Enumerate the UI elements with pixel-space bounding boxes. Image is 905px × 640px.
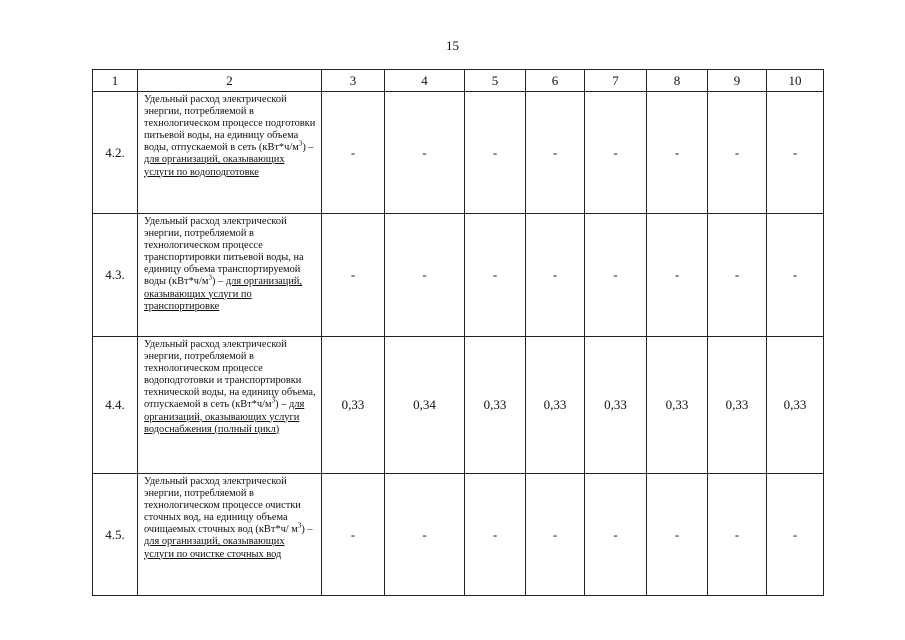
row-number: 4.4. <box>93 337 138 474</box>
table-header-row <box>93 70 824 92</box>
description-text-after: ) – <box>302 142 314 154</box>
superscript: 3 <box>297 521 302 530</box>
value-cell: - <box>708 214 767 337</box>
row-number: 4.5. <box>93 474 138 596</box>
value-cell: - <box>708 92 767 214</box>
value-cell: 0,33 <box>767 337 824 474</box>
value-cell: - <box>526 214 585 337</box>
value-cell: - <box>322 214 385 337</box>
value-cell: - <box>322 474 385 596</box>
row-number: 4.3. <box>93 214 138 337</box>
table-row <box>93 92 824 214</box>
column-header: 6 <box>526 70 585 92</box>
table-row <box>93 337 824 474</box>
value-cell: - <box>585 214 647 337</box>
column-header: 5 <box>465 70 526 92</box>
value-cell: - <box>465 92 526 214</box>
value-cell: - <box>526 92 585 214</box>
value-cell: - <box>647 474 708 596</box>
column-header: 3 <box>322 70 385 92</box>
value-cell: 0,33 <box>465 337 526 474</box>
row-description <box>138 337 322 474</box>
table-row <box>93 474 824 596</box>
description-text: Удельный расход электрической энергии, потребляемой в технологическом процессе подготовки питьевой воды, на единицу объема воды, отпускаемой в сеть (кВт*ч/м <box>144 94 316 154</box>
value-cell: - <box>767 214 824 337</box>
description-text: Удельный расход электрической энергии, потребляемой в технологическом процессе водоподготовки и транспортировки технической воды, на единицу объема, отпускаемой в сеть (кВт*ч/м <box>144 339 316 411</box>
description-underlined: для организаций, оказывающих услуги по транспортировке <box>144 276 303 312</box>
value-cell: - <box>385 474 465 596</box>
row-description <box>138 474 322 596</box>
column-header: 9 <box>708 70 767 92</box>
description-text: Удельный расход электрической энергии, потребляемой в технологическом процессе транспортировки питьевой воды, на единицу объема транспортируемой воды (кВт*ч/м <box>144 216 304 288</box>
column-header: 8 <box>647 70 708 92</box>
value-cell: 0,34 <box>385 337 465 474</box>
value-cell: - <box>708 474 767 596</box>
superscript: 3 <box>271 397 276 405</box>
indicators-table <box>92 69 824 596</box>
value-cell: - <box>385 92 465 214</box>
value-cell: - <box>585 92 647 214</box>
description-text: Удельный расход электрической энергии, потребляемой в технологическом процессе очистки сточных вод, на единицу объема очищаемых сточных вод (кВт*ч/ м <box>144 476 301 536</box>
value-cell: - <box>647 92 708 214</box>
description-underlined: для организаций, оказывающих услуги по водоподготовке <box>144 154 285 178</box>
row-description <box>138 92 322 214</box>
column-header: 2 <box>138 70 322 92</box>
column-header: 10 <box>767 70 824 92</box>
column-header: 4 <box>385 70 465 92</box>
value-cell: - <box>526 474 585 596</box>
description-underlined: для организаций, оказывающих услуги по очистке сточных вод <box>144 536 285 560</box>
value-cell: - <box>767 474 824 596</box>
value-cell: - <box>465 214 526 337</box>
value-cell: - <box>465 474 526 596</box>
value-cell: - <box>385 214 465 337</box>
value-cell: 0,33 <box>322 337 385 474</box>
superscript: 3 <box>298 139 303 148</box>
table-row <box>93 214 824 337</box>
column-header: 1 <box>93 70 138 92</box>
value-cell: 0,33 <box>647 337 708 474</box>
value-cell: - <box>322 92 385 214</box>
description-text-after: ) – <box>211 276 224 288</box>
value-cell: 0,33 <box>526 337 585 474</box>
row-number: 4.2. <box>93 92 138 214</box>
description-text-after: ) – <box>275 399 287 411</box>
description-text-after: ) – <box>301 524 313 536</box>
column-header: 7 <box>585 70 647 92</box>
value-cell: 0,33 <box>585 337 647 474</box>
value-cell: - <box>647 214 708 337</box>
value-cell: 0,33 <box>708 337 767 474</box>
value-cell: - <box>585 474 647 596</box>
value-cell: - <box>767 92 824 214</box>
superscript: 3 <box>208 274 212 282</box>
page-number: 15 <box>446 38 459 53</box>
description-underlined: для организаций, оказывающих услуги водоснабжения (полный цикл) <box>144 399 305 435</box>
row-description <box>138 214 322 337</box>
